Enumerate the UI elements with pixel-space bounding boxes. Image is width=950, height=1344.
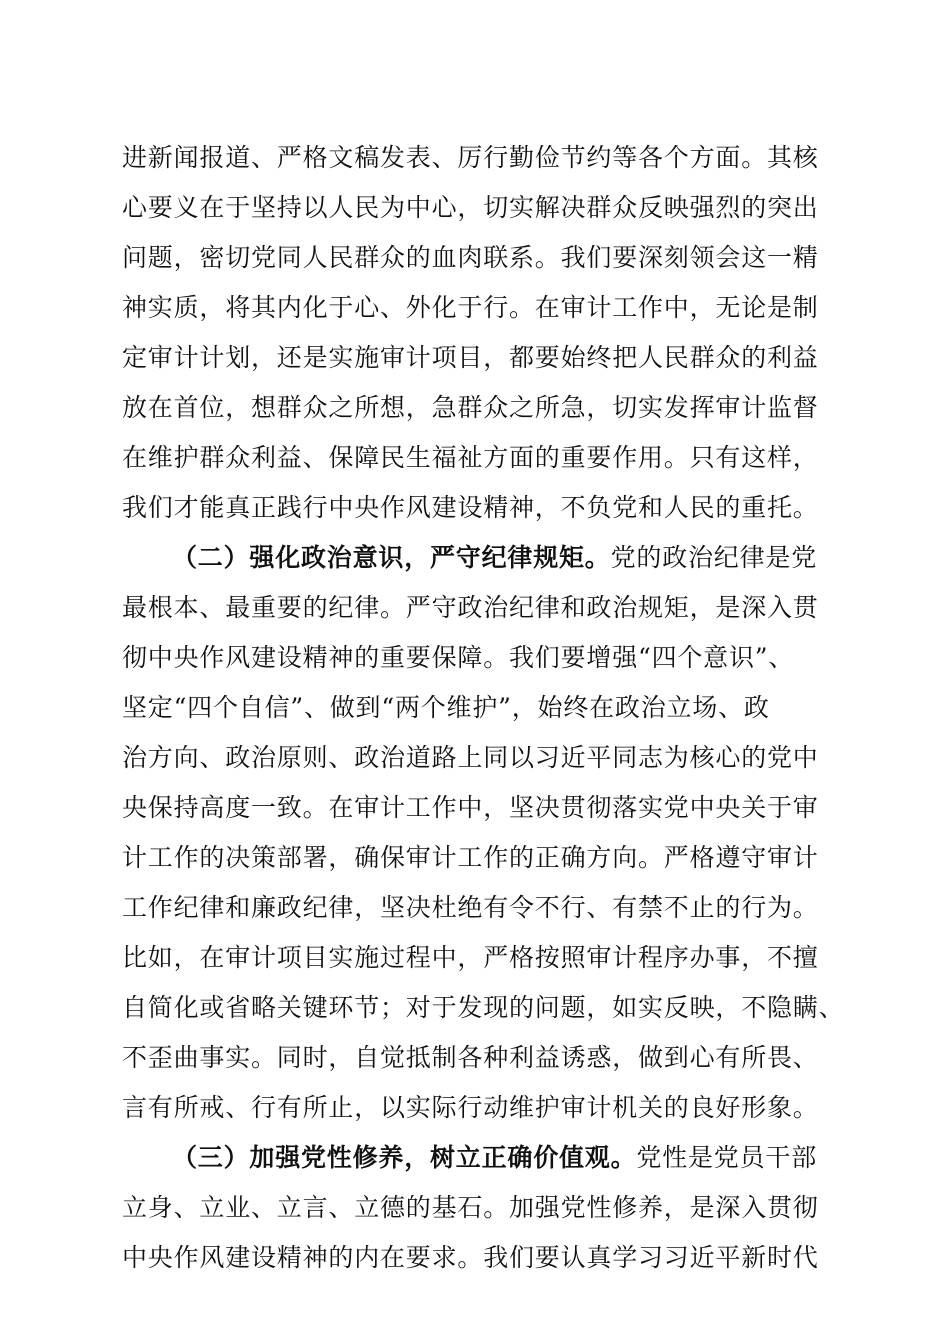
- line-text: 神实质，将其内化于心、外化于行。在审计工作中，无论是制: [122, 293, 819, 322]
- line-text: 彻中央作风建设精神的重要保障。我们要增强“四个意识”、: [122, 643, 795, 672]
- body-text-line: [122, 333, 842, 383]
- line-text: 计工作的决策部署，确保审计工作的正确方向。严格遵守审计: [122, 843, 819, 872]
- body-text-line: [122, 1183, 842, 1233]
- section-heading-line: [172, 1133, 842, 1183]
- body-text-line: [122, 683, 842, 733]
- body-text-line: [122, 1033, 842, 1083]
- line-text: 言有所戒、行有所止，以实际行动维护审计机关的良好形象。: [122, 1093, 819, 1122]
- line-text: 在维护群众利益、保障民生福祉方面的重要作用。只有这样，: [122, 443, 819, 472]
- body-text-line: [122, 383, 842, 433]
- line-text: 央保持高度一致。在审计工作中，坚决贯彻落实党中央关于审: [122, 793, 819, 822]
- body-text-line: [122, 183, 842, 233]
- line-text: 心要义在于坚持以人民为中心，切实解决群众反映强烈的突出: [122, 193, 819, 222]
- line-text: 比如，在审计项目实施过程中，严格按照审计程序办事，不擅: [122, 943, 819, 972]
- line-text: 工作纪律和廉政纪律，坚决杜绝有令不行、有禁不止的行为。: [122, 893, 819, 922]
- line-text: 党性是党员干部: [636, 1143, 818, 1172]
- line-text: 中央作风建设精神的内在要求。我们要认真学习习近平新时代: [122, 1243, 819, 1272]
- body-text-line: [122, 783, 842, 833]
- body-text-line: [122, 883, 842, 933]
- line-text: 治方向、政治原则、政治道路上同以习近平同志为核心的党中: [122, 743, 819, 772]
- line-text: 问题，密切党同人民群众的血肉联系。我们要深刻领会这一精: [122, 243, 819, 272]
- body-text-line: [122, 633, 842, 683]
- body-text-line: [122, 433, 842, 483]
- section-heading-line: [172, 533, 842, 583]
- line-text: 最根本、最重要的纪律。严守政治纪律和政治规矩，是深入贯: [122, 593, 819, 622]
- body-text-line: [122, 983, 845, 1033]
- body-text-line: [122, 483, 842, 533]
- line-text: 自简化或省略关键环节；对于发现的问题，如实反映，不隐瞒、: [122, 993, 845, 1022]
- body-text-line: [122, 833, 842, 883]
- line-text: 放在首位，想群众之所想，急群众之所急，切实发挥审计监督: [122, 393, 819, 422]
- line-text: 进新闻报道、严格文稿发表、厉行勤俭节约等各个方面。其核: [122, 143, 819, 172]
- line-text: 不歪曲事实。同时，自觉抵制各种利益诱惑，做到心有所畏、: [122, 1043, 819, 1072]
- body-text-line: [122, 1083, 842, 1133]
- body-text-line: [122, 933, 842, 983]
- body-text-line: [122, 233, 842, 283]
- body-text-line: [122, 733, 842, 783]
- line-text: 我们才能真正践行中央作风建设精神，不负党和人民的重托。: [122, 493, 819, 522]
- body-text-line: [122, 283, 842, 333]
- section-heading: （三）加强党性修养，树立正确价值观。: [172, 1143, 637, 1172]
- line-text: 党的政治纪律是党: [610, 543, 818, 572]
- section-heading: （二）强化政治意识，严守纪律规矩。: [172, 543, 611, 572]
- body-text-line: [122, 133, 842, 183]
- line-text: 立身、立业、立言、立德的基石。加强党性修养，是深入贯彻: [122, 1193, 819, 1222]
- line-text: 坚定“四个自信”、做到“两个维护”，始终在政治立场、政: [122, 693, 770, 722]
- line-text: 定审计计划，还是实施审计项目，都要始终把人民群众的利益: [122, 343, 819, 372]
- body-text-line: [122, 1233, 842, 1283]
- body-text-line: [122, 583, 842, 633]
